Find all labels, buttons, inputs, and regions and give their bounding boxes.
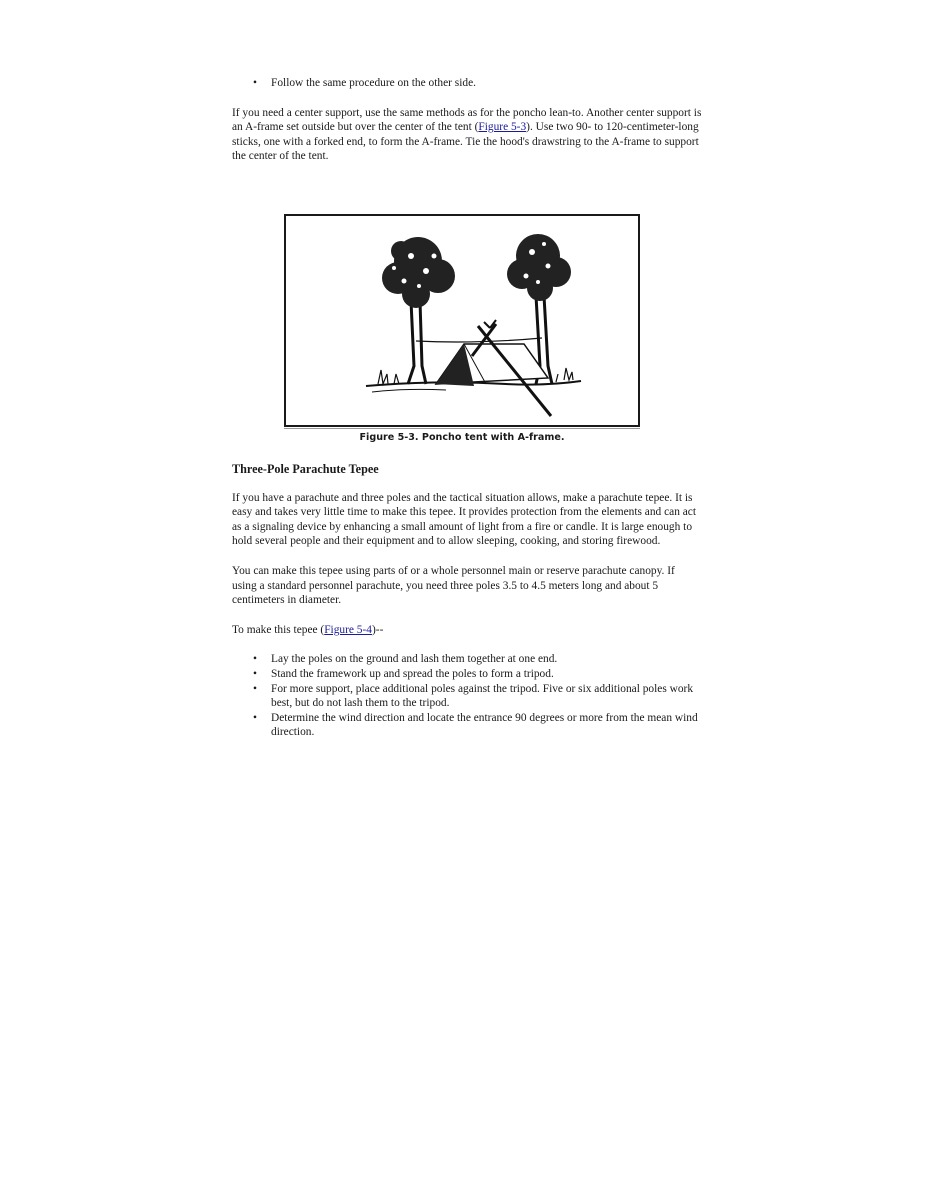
figure-5-4-link[interactable]: Figure 5-4 — [324, 623, 372, 636]
list-item: • Stand the framework up and spread the poles to form a tripod. — [232, 667, 702, 682]
paragraph-text: ). Use two 90- to 120-centimeter-long sticks, one with a forked end, to form the A-frame. Tie the hood's drawstring to the A-frame to support the center of the tent. — [232, 121, 699, 163]
list-item: • Determine the wind direction and locate the entrance 90 degrees or more from the mean wind direction. — [232, 711, 702, 740]
list-item: • Lay the poles on the ground and lash them together at one end. — [232, 652, 702, 667]
tepee-section — [232, 462, 702, 740]
section-heading: Three-Pole Parachute Tepee — [232, 462, 379, 476]
list-item: • For more support, place additional poles against the tripod. Five or six additional poles work best, but do not lash them to the tripod. — [232, 682, 702, 711]
top-bullet-list — [232, 76, 702, 91]
figure-divider — [284, 428, 640, 429]
list-item: • Follow the same procedure on the other side. — [232, 76, 702, 91]
paragraph-text: To make this tepee ( — [232, 623, 325, 636]
center-support-paragraph — [232, 106, 702, 164]
tepee-intro-paragraph: If you have a parachute and three poles and the tactical situation allows, make a parachute tepee. It is easy and takes very little time to make this tepee. It provides protection from the elements and can act as a signaling device by enhancing a small amount of light from a fire or candle. It is large enough to hold several people and their equipment and to allow sleeping, cooking, and storing firewood. — [232, 491, 697, 548]
page-top-text — [232, 76, 702, 164]
poncho-tent-drawing — [286, 216, 638, 425]
figure-5-3-illustration — [284, 214, 640, 427]
tepee-steps-list — [232, 652, 702, 740]
figure-5-3-link[interactable]: Figure 5-3 — [478, 121, 527, 134]
paragraph-text: If you need a center support, use the same methods as for the poncho lean-to. Another center support is an A-frame set outside but over the center of the tent ( — [232, 106, 702, 134]
tepee-instructions-lead — [232, 623, 702, 638]
paragraph-text: )-- — [371, 623, 384, 636]
tepee-materials-paragraph: You can make this tepee using parts of or a whole personnel main or reserve parachute canopy. If using a standard personnel parachute, you need three poles 3.5 to 4.5 meters long and about 5 centimeters in diameter. — [232, 564, 675, 607]
figure-caption: Figure 5-3. Poncho tent with A-frame. — [359, 432, 565, 443]
